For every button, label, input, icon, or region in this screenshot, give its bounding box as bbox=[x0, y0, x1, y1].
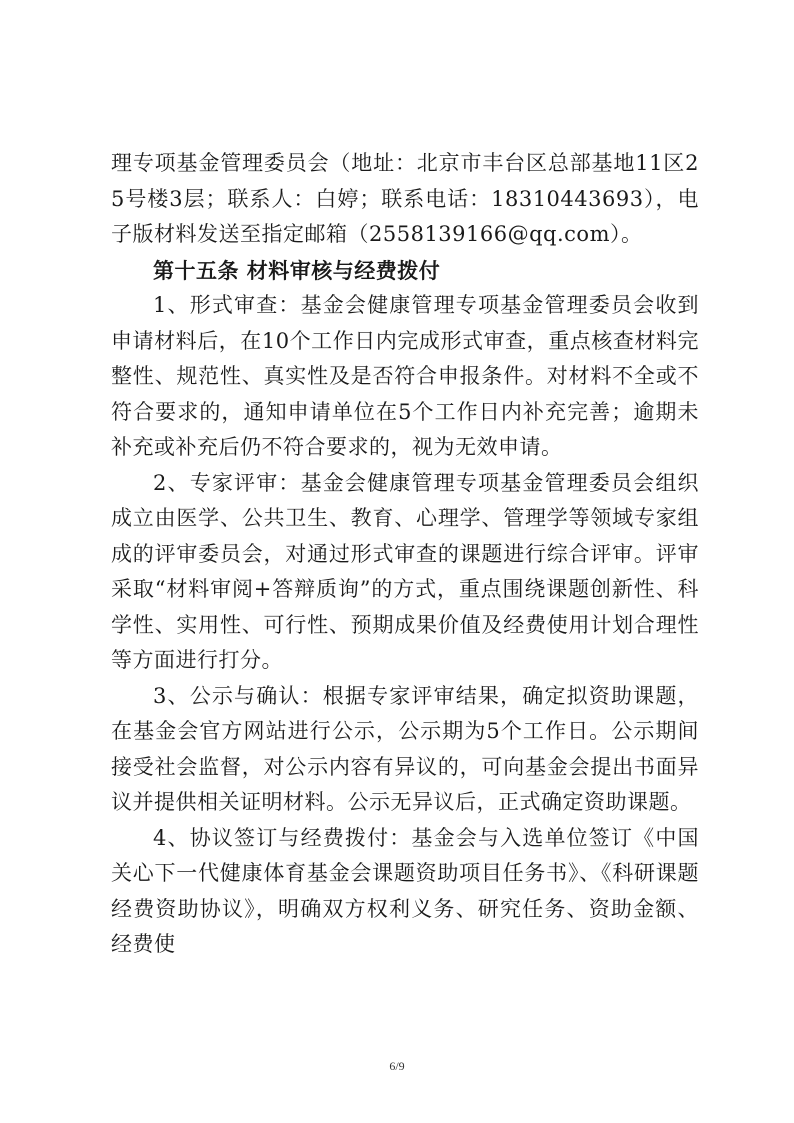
paragraph-publicity-confirmation: 3、公示与确认：根据专家评审结果，确定拟资助课题，在基金会官方网站进行公示，公示期为5个工作日。公示期间接受社会监督，对公示内容有异议的，可向基金会提出书面异议并提供相关证明材料。公示无异议后，正式确定资助课题。 bbox=[111, 683, 699, 814]
paragraph-address-continuation: 理专项基金管理委员会（地址：北京市丰台区总部基地11区25号楼3层；联系人：白婷；联系电话：18310443693），电子版材料发送至指定邮箱（2558139166@qq.com）。 bbox=[111, 151, 699, 246]
paragraph-expert-review: 2、专家评审：基金会健康管理专项基金管理委员会组织成立由医学、公共卫生、教育、心理学、管理学等领域专家组成的评审委员会，对通过形式审查的课题进行综合评审。评审采取“材料审阅+答辩质询”的方式，重点围绕课题创新性、科学性、实用性、可行性、预期成果价值及经费使用计划合理性等方面进行打分。 bbox=[111, 470, 699, 672]
document-body bbox=[111, 146, 699, 963]
section-heading-article-15: 第十五条 材料审核与经费拨付 bbox=[153, 257, 441, 283]
page-number: 6/9 bbox=[389, 1059, 405, 1073]
paragraph-formal-review: 1、形式审查：基金会健康管理专项基金管理委员会收到申请材料后，在10个工作日内完成形式审查，重点核查材料完整性、规范性、真实性及是否符合申报条件。对材料不全或不符合要求的，通知申请单位在5个工作日内补充完善；逾期未补充或补充后仍不符合要求的，视为无效申请。 bbox=[111, 293, 699, 459]
paragraph-agreement-funding: 4、协议签订与经费拨付：基金会与入选单位签订《中国关心下一代健康体育基金会课题资助项目任务书》、《科研课题经费资助协议》，明确双方权利义务、研究任务、资助金额、经费使 bbox=[111, 825, 699, 956]
